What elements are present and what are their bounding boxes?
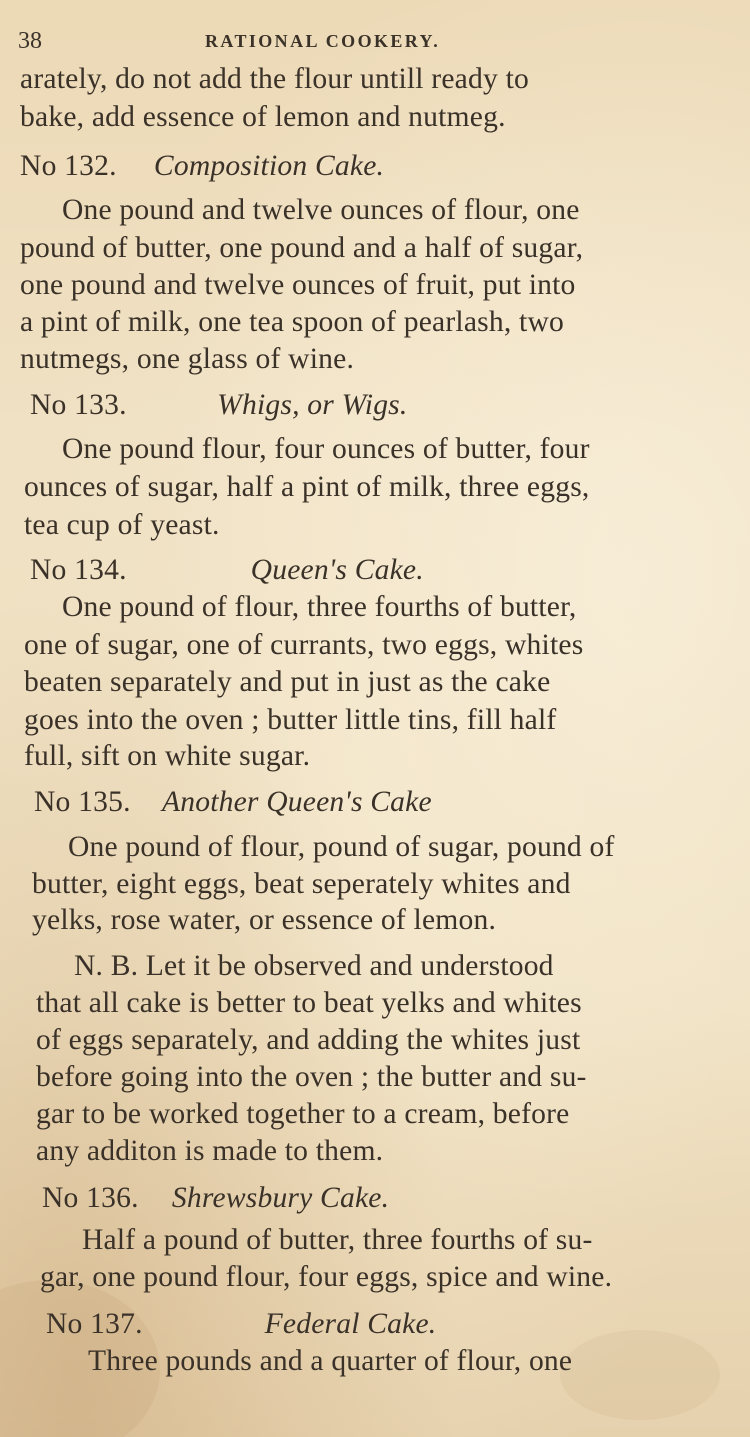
- recipe-number: No 137.: [46, 1307, 143, 1340]
- recipe-number: No 132.: [20, 149, 117, 182]
- recipe-title: Composition Cake.: [153, 149, 385, 182]
- text-line: gar to be worked together to a cream, before: [36, 1097, 570, 1130]
- text-line: full, sift on white sugar.: [24, 739, 311, 772]
- recipe-heading: [30, 552, 740, 588]
- text-line: a pint of milk, one tea spoon of pearlash, two: [20, 305, 565, 338]
- text-line: one of sugar, one of currants, two eggs, whites: [24, 628, 584, 661]
- text-line: tea cup of yeast.: [24, 508, 220, 541]
- recipe-heading: [46, 1306, 740, 1342]
- text-line: Three pounds and a quarter of flour, one: [88, 1344, 573, 1377]
- recipe-title: Whigs, or Wigs.: [217, 388, 408, 421]
- text-line: one pound and twelve ounces of fruit, put into: [20, 268, 576, 301]
- recipe-number: No 136.: [42, 1181, 139, 1214]
- text-line: beaten separately and put in just as the cake: [24, 665, 551, 698]
- text-line: bake, add essence of lemon and nutmeg.: [20, 100, 506, 133]
- recipe-heading: [30, 387, 740, 423]
- text-line: before going into the oven ; the butter and su-: [36, 1060, 587, 1093]
- text-line: any additon is made to them.: [36, 1134, 384, 1167]
- recipe-title: Shrewsbury Cake.: [171, 1181, 390, 1214]
- page-number: 38: [18, 28, 42, 54]
- running-head: [0, 26, 750, 56]
- text-line: One pound of flour, three fourths of butter,: [62, 590, 577, 623]
- text-line: One pound of flour, pound of sugar, pound of: [68, 830, 615, 863]
- text-line: One pound flour, four ounces of butter, four: [62, 432, 590, 465]
- recipe-number: No 134.: [30, 553, 127, 586]
- text-line: One pound and twelve ounces of flour, one: [62, 193, 580, 226]
- text-line: goes into the oven ; butter little tins, fill half: [24, 703, 557, 736]
- text-line: Half a pound of butter, three fourths of su-: [82, 1223, 593, 1256]
- text-line: gar, one pound flour, four eggs, spice and wine.: [40, 1260, 613, 1293]
- text-line: of eggs separately, and adding the whites just: [36, 1023, 581, 1056]
- recipe-title: Queen's Cake.: [250, 553, 424, 586]
- text-line: pound of butter, one pound and a half of sugar,: [20, 231, 584, 264]
- recipe-number: No 135.: [34, 785, 131, 818]
- text-line: yelks, rose water, or essence of lemon.: [32, 903, 497, 936]
- text-line: arately, do not add the flour untill ready to: [20, 62, 530, 95]
- text-line: nutmegs, one glass of wine.: [20, 342, 355, 375]
- recipe-title: Another Queen's Cake: [161, 785, 432, 818]
- text-line: butter, eight eggs, beat seperately whites and: [32, 867, 571, 900]
- recipe-heading: [34, 784, 740, 820]
- text-line: N. B. Let it be observed and understood: [74, 949, 554, 982]
- text-line: that all cake is better to beat yelks and whites: [36, 986, 582, 1019]
- recipe-title: Federal Cake.: [264, 1307, 437, 1340]
- recipe-heading: [42, 1180, 740, 1216]
- recipe-number: No 133.: [30, 388, 127, 421]
- text-line: ounces of sugar, half a pint of milk, three eggs,: [24, 470, 590, 503]
- recipe-heading: [20, 148, 740, 184]
- book-title: RATIONAL COOKERY.: [205, 31, 441, 51]
